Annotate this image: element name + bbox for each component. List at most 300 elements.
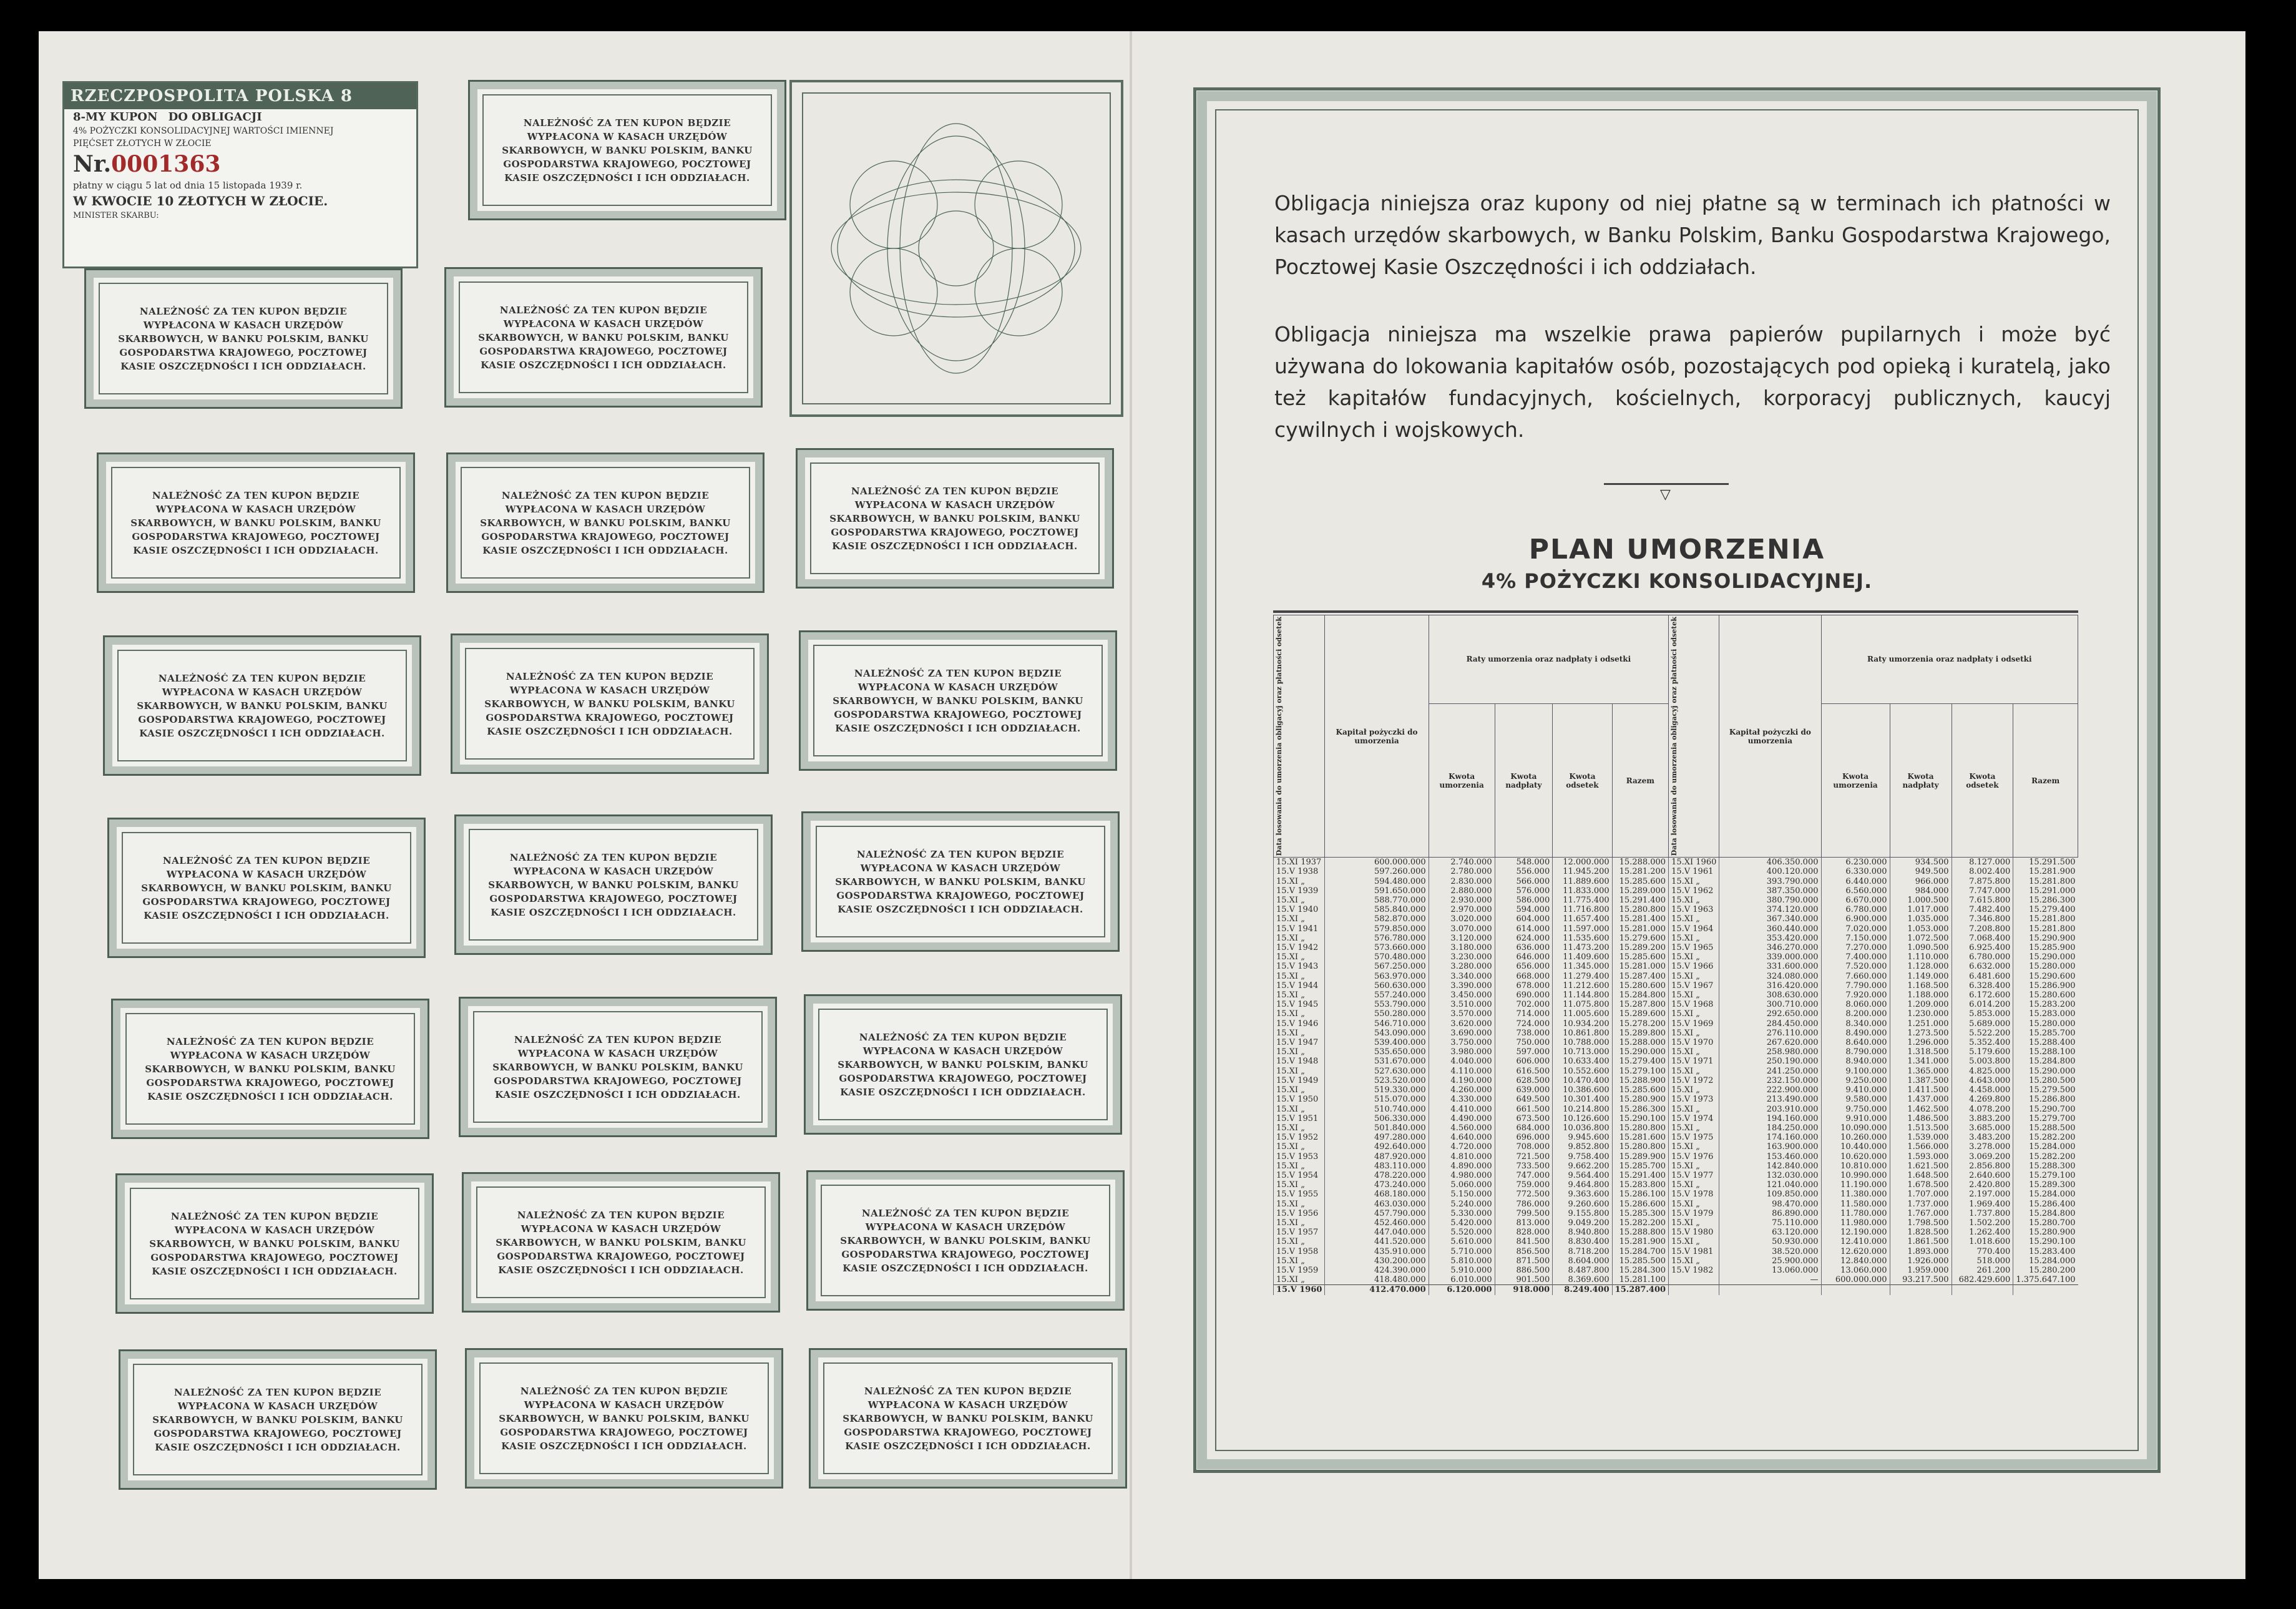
value-cell: 1.072.500 — [1890, 934, 1952, 943]
value-cell: 7.150.000 — [1821, 934, 1890, 943]
value-cell: 9.464.800 — [1553, 1180, 1612, 1190]
value-cell: 15.290.900 — [2013, 934, 2078, 943]
value-cell — [1821, 1285, 1890, 1295]
date-cell — [1669, 1275, 1719, 1285]
value-cell: 1.648.500 — [1890, 1171, 1952, 1180]
value-cell: 567.250.000 — [1325, 962, 1429, 971]
table-row — [1274, 1247, 2078, 1256]
table-row — [1274, 1095, 2078, 1104]
value-cell: 673.500 — [1495, 1114, 1553, 1123]
stub-line2: 4% POŻYCZKI KONSOLIDACYJNEJ WARTOŚCI IMIENNEJ — [73, 126, 334, 136]
value-cell: 10.934.200 — [1553, 1019, 1612, 1029]
value-cell: 684.000 — [1495, 1123, 1553, 1133]
value-cell: 1.767.000 — [1890, 1209, 1952, 1218]
date-cell: 15.V 1940 — [1274, 905, 1325, 914]
coupon-text: NALEŻNOŚĆ ZA TEN KUPON BĘDZIE WYPŁACONA W KASACH URZĘDÓW SKARBOWYCH, W BANKU POLSKIM, BANKU GOSPODARSTWA KRAJOWEGO, POCZTOWEJ KASIE OSZCZĘDNOŚCI I ICH ODDZIAŁACH. — [810, 462, 1100, 574]
value-cell: 261.200 — [1952, 1266, 2013, 1275]
value-cell: 799.500 — [1495, 1209, 1553, 1218]
value-cell: 15.286.400 — [2013, 1200, 2078, 1209]
table-row — [1274, 1142, 2078, 1152]
value-cell: 15.290.000 — [2013, 1067, 2078, 1076]
value-cell: 1.090.500 — [1890, 943, 1952, 952]
value-cell: 696.000 — [1495, 1133, 1553, 1142]
table-row — [1274, 905, 2078, 914]
value-cell: 15.285.500 — [1612, 1256, 1668, 1266]
value-cell: 406.350.000 — [1719, 858, 1821, 868]
value-cell: 543.090.000 — [1325, 1029, 1429, 1038]
value-cell: 15.281.000 — [1612, 924, 1668, 934]
guilloche-rosette-icon — [789, 80, 1123, 417]
value-cell: 597.000 — [1495, 1047, 1553, 1057]
table-row — [1274, 877, 2078, 886]
coupon-text: NALEŻNOŚĆ ZA TEN KUPON BĘDZIE WYPŁACONA W KASACH URZĘDÓW SKARBOWYCH, W BANKU POLSKIM, BANKU GOSPODARSTWA KRAJOWEGO, POCZTOWEJ KASIE OSZCZĘDNOŚCI I ICH ODDZIAŁACH. — [482, 94, 772, 206]
value-cell: 387.350.000 — [1719, 886, 1821, 896]
date-cell: 15.XI „ — [1274, 896, 1325, 905]
value-cell: 1.566.000 — [1890, 1142, 1952, 1152]
value-cell: 86.890.000 — [1719, 1209, 1821, 1218]
date-cell: 15.XI „ — [1274, 1047, 1325, 1057]
value-cell: 871.500 — [1495, 1256, 1553, 1266]
table-row — [1274, 1133, 2078, 1142]
coupon-text: NALEŻNOŚĆ ZA TEN KUPON BĘDZIE WYPŁACONA W KASACH URZĘDÓW SKARBOWYCH, W BANKU POLSKIM, BANKU GOSPODARSTWA KRAJOWEGO, POCZTOWEJ KASIE OSZCZĘDNOŚCI I ICH ODDZIAŁACH. — [99, 283, 388, 394]
value-cell: 518.000 — [1952, 1256, 2013, 1266]
value-cell: 682.429.600 — [1952, 1275, 2013, 1285]
value-cell: 5.240.000 — [1429, 1200, 1495, 1209]
value-cell: 3.450.000 — [1429, 990, 1495, 1000]
date-cell: 15.XI „ — [1669, 896, 1719, 905]
value-cell: 15.284.800 — [2013, 1057, 2078, 1066]
value-cell: 222.900.000 — [1719, 1085, 1821, 1095]
date-cell: 15.XI „ — [1274, 877, 1325, 886]
table-row — [1274, 1029, 2078, 1038]
value-cell: 15.288.100 — [2013, 1047, 2078, 1057]
value-cell: 11.144.800 — [1553, 990, 1612, 1000]
value-cell: 649.500 — [1495, 1095, 1553, 1104]
value-cell: 3.120.000 — [1429, 934, 1495, 943]
value-cell: 738.000 — [1495, 1029, 1553, 1038]
value-cell: 267.620.000 — [1719, 1038, 1821, 1047]
value-cell: 12.840.000 — [1821, 1256, 1890, 1266]
value-cell: 15.281.100 — [1612, 1275, 1668, 1285]
date-cell: 15.XI „ — [1669, 990, 1719, 1000]
value-cell: 7.790.000 — [1821, 981, 1890, 990]
value-cell: 38.520.000 — [1719, 1247, 1821, 1256]
date-cell: 15.V 1960 — [1274, 1285, 1325, 1295]
value-cell: 9.758.400 — [1553, 1152, 1612, 1162]
value-cell: 1.296.000 — [1890, 1038, 1952, 1047]
value-cell: 1.188.000 — [1890, 990, 1952, 1000]
value-cell: 11.580.000 — [1821, 1200, 1890, 1209]
value-cell: 1.018.600 — [1952, 1237, 2013, 1246]
value-cell: 15.281.800 — [2013, 914, 2078, 924]
date-cell: 15.XI „ — [1274, 1218, 1325, 1228]
value-cell: 6.900.000 — [1821, 914, 1890, 924]
value-cell: 4.890.000 — [1429, 1162, 1495, 1171]
value-cell: 934.500 — [1890, 858, 1952, 868]
value-cell: 10.713.000 — [1553, 1047, 1612, 1057]
value-cell: 668.000 — [1495, 972, 1553, 981]
coupon-text: NALEŻNOŚĆ ZA TEN KUPON BĘDZIE WYPŁACONA W KASACH URZĘDÓW SKARBOWYCH, W BANKU POLSKIM, BANKU GOSPODARSTWA KRAJOWEGO, POCZTOWEJ KASIE OSZCZĘDNOŚCI I ICH ODDZIAŁACH. — [821, 1185, 1110, 1296]
date-cell: 15.V 1965 — [1669, 943, 1719, 952]
date-cell: 15.V 1938 — [1274, 867, 1325, 876]
interest-coupon — [451, 633, 769, 774]
date-cell: 15.V 1966 — [1669, 962, 1719, 971]
value-cell: 4.330.000 — [1429, 1095, 1495, 1104]
date-cell: 15.V 1944 — [1274, 981, 1325, 990]
value-cell: 316.420.000 — [1719, 981, 1821, 990]
table-row — [1274, 1152, 2078, 1162]
value-cell: 452.460.000 — [1325, 1218, 1429, 1228]
value-cell: 10.470.400 — [1553, 1076, 1612, 1085]
value-cell: 8.249.400 — [1553, 1285, 1612, 1295]
table-row — [1274, 867, 2078, 876]
value-cell: 6.560.000 — [1821, 886, 1890, 896]
table-top-rule — [1273, 610, 2078, 613]
value-cell: 10.620.000 — [1821, 1152, 1890, 1162]
date-cell: 15.V 1941 — [1274, 924, 1325, 934]
value-cell: 8.640.000 — [1821, 1038, 1890, 1047]
value-cell: 15.286.100 — [1612, 1190, 1668, 1199]
value-cell: 10.214.800 — [1553, 1105, 1612, 1114]
value-cell: 435.910.000 — [1325, 1247, 1429, 1256]
value-cell: 6.925.400 — [1952, 943, 2013, 952]
interest-coupon — [799, 630, 1117, 771]
th-razem-right: Razem — [2013, 703, 2078, 857]
value-cell: 7.875.800 — [1952, 877, 2013, 886]
date-cell: 15.V 1942 — [1274, 943, 1325, 952]
value-cell: 949.500 — [1890, 867, 1952, 876]
value-cell: 9.410.000 — [1821, 1085, 1890, 1095]
value-cell: 6.010.000 — [1429, 1275, 1495, 1285]
table-row — [1274, 1180, 2078, 1190]
date-cell: 15.XI „ — [1274, 1275, 1325, 1285]
coupon-text: NALEŻNOŚĆ ZA TEN KUPON BĘDZIE WYPŁACONA W KASACH URZĘDÓW SKARBOWYCH, W BANKU POLSKIM, BANKU GOSPODARSTWA KRAJOWEGO, POCZTOWEJ KASIE OSZCZĘDNOŚCI I ICH ODDZIAŁACH. — [461, 467, 750, 579]
value-cell: 4.825.000 — [1952, 1067, 2013, 1076]
value-cell: 9.260.600 — [1553, 1200, 1612, 1209]
value-cell: 2.856.800 — [1952, 1162, 2013, 1171]
value-cell: 597.260.000 — [1325, 867, 1429, 876]
value-cell: 8.940.800 — [1553, 1228, 1612, 1237]
value-cell: 15.291.400 — [1612, 896, 1668, 905]
value-cell: 4.078.200 — [1952, 1105, 2013, 1114]
value-cell: 4.810.000 — [1429, 1152, 1495, 1162]
value-cell: 3.230.000 — [1429, 952, 1495, 962]
value-cell: 15.286.800 — [2013, 1095, 2078, 1104]
value-cell: 11.889.600 — [1553, 877, 1612, 886]
value-cell: 6.632.000 — [1952, 962, 2013, 971]
value-cell: 1.387.500 — [1890, 1076, 1952, 1085]
value-cell: 483.110.000 — [1325, 1162, 1429, 1171]
value-cell: 15.289.800 — [1612, 1029, 1668, 1038]
value-cell: 473.240.000 — [1325, 1180, 1429, 1190]
value-cell: 13.060.000 — [1821, 1266, 1890, 1275]
value-cell: 10.990.000 — [1821, 1171, 1890, 1180]
value-cell: 1.513.500 — [1890, 1123, 1952, 1133]
value-cell: 15.287.400 — [1612, 972, 1668, 981]
value-cell: 1.035.000 — [1890, 914, 1952, 924]
value-cell: 1.959.000 — [1890, 1266, 1952, 1275]
value-cell: 594.480.000 — [1325, 877, 1429, 886]
amortization-table — [1273, 615, 2078, 1295]
date-cell: 15.V 1951 — [1274, 1114, 1325, 1123]
value-cell: 13.060.000 — [1719, 1266, 1821, 1275]
value-cell: 184.250.000 — [1719, 1123, 1821, 1133]
value-cell: 4.458.000 — [1952, 1085, 2013, 1095]
date-cell: 15.V 1939 — [1274, 886, 1325, 896]
value-cell: 918.000 — [1495, 1285, 1553, 1295]
value-cell: 7.208.800 — [1952, 924, 2013, 934]
value-cell: 560.630.000 — [1325, 981, 1429, 990]
th-kwota-umorz-left: Kwota umorzenia — [1429, 703, 1495, 857]
divider-mark: ▽ — [1660, 487, 1671, 502]
value-cell: 6.330.000 — [1821, 867, 1890, 876]
table-row — [1274, 858, 2078, 868]
value-cell: 11.279.400 — [1553, 972, 1612, 981]
value-cell: 1.128.000 — [1890, 962, 1952, 971]
value-cell: 380.790.000 — [1719, 896, 1821, 905]
value-cell — [1890, 1285, 1952, 1295]
value-cell: 15.289.300 — [2013, 1180, 2078, 1190]
table-row — [1274, 914, 2078, 924]
value-cell: 9.580.000 — [1821, 1095, 1890, 1104]
stub-number: 0001363 — [111, 151, 221, 177]
date-cell: 15.V 1963 — [1669, 905, 1719, 914]
interest-coupon — [84, 268, 403, 409]
value-cell: 1.437.000 — [1890, 1095, 1952, 1104]
value-cell: 194.160.000 — [1719, 1114, 1821, 1123]
value-cell: 284.450.000 — [1719, 1019, 1821, 1029]
value-cell: 1.251.000 — [1890, 1019, 1952, 1029]
value-cell: 15.280.600 — [1612, 981, 1668, 990]
plan-subtitle: 4% POŻYCZKI KONSOLIDACYJNEJ. — [1481, 569, 1873, 593]
table-row — [1274, 1076, 2078, 1085]
value-cell: 11.780.000 — [1821, 1209, 1890, 1218]
value-cell: 5.710.000 — [1429, 1247, 1495, 1256]
interest-coupon — [806, 1170, 1125, 1311]
value-cell: 360.440.000 — [1719, 924, 1821, 934]
value-cell: 4.190.000 — [1429, 1076, 1495, 1085]
value-cell: 604.000 — [1495, 914, 1553, 924]
value-cell: 3.570.000 — [1429, 1009, 1495, 1019]
value-cell: 203.910.000 — [1719, 1105, 1821, 1114]
value-cell: 1.273.500 — [1890, 1029, 1952, 1038]
value-cell: 3.510.000 — [1429, 1000, 1495, 1009]
value-cell: 15.280.800 — [1612, 905, 1668, 914]
value-cell: 606.000 — [1495, 1057, 1553, 1066]
value-cell — [2013, 1285, 2078, 1295]
value-cell: 770.400 — [1952, 1247, 2013, 1256]
value-cell: 1.678.500 — [1890, 1180, 1952, 1190]
value-cell: 594.000 — [1495, 905, 1553, 914]
value-cell: 6.670.000 — [1821, 896, 1890, 905]
value-cell: 639.000 — [1495, 1085, 1553, 1095]
value-cell: 5.910.000 — [1429, 1266, 1495, 1275]
table-row — [1274, 1038, 2078, 1047]
date-cell: 15.XI „ — [1669, 1200, 1719, 1209]
value-cell: 966.000 — [1890, 877, 1952, 886]
th-kwota-nadplaty-left: Kwota nadpłaty — [1495, 703, 1553, 857]
value-cell: 7.747.000 — [1952, 886, 2013, 896]
value-cell: 5.853.000 — [1952, 1009, 2013, 1019]
th-kwota-odsetek-right: Kwota odsetek — [1952, 703, 2013, 857]
value-cell: 708.000 — [1495, 1142, 1553, 1152]
table-row — [1274, 1209, 2078, 1218]
date-cell: 15.XI 1937 — [1274, 858, 1325, 868]
date-cell: 15.XI „ — [1274, 952, 1325, 962]
value-cell: 15.281.000 — [1612, 962, 1668, 971]
value-cell: 8.200.000 — [1821, 1009, 1890, 1019]
value-cell: 772.500 — [1495, 1190, 1553, 1199]
stub-line6: MINISTER SKARBU: — [73, 211, 159, 220]
value-cell: 1.017.000 — [1890, 905, 1952, 914]
value-cell: 678.000 — [1495, 981, 1553, 990]
stub-line3: PIĘĆSET ZŁOTYCH W ZŁOCIE — [73, 139, 212, 149]
value-cell: 308.630.000 — [1719, 990, 1821, 1000]
value-cell: 1.365.000 — [1890, 1067, 1952, 1076]
date-cell: 15.V 1943 — [1274, 962, 1325, 971]
value-cell: 10.440.000 — [1821, 1142, 1890, 1152]
date-cell: 15.V 1977 — [1669, 1171, 1719, 1180]
value-cell: 5.420.000 — [1429, 1218, 1495, 1228]
value-cell: 11.345.000 — [1553, 962, 1612, 971]
th-date-right: Data losowania do umorzenia obligacyj oraz płatności odsetek — [1670, 617, 1679, 856]
value-cell: 4.110.000 — [1429, 1067, 1495, 1076]
date-cell: 15.V 1971 — [1669, 1057, 1719, 1066]
interest-coupon — [103, 635, 421, 776]
table-row — [1274, 1218, 2078, 1228]
value-cell: 3.180.000 — [1429, 943, 1495, 952]
date-cell: 15.XI „ — [1669, 934, 1719, 943]
value-cell: 15.288.900 — [1612, 1076, 1668, 1085]
value-cell: 531.670.000 — [1325, 1057, 1429, 1066]
value-cell: 1.318.500 — [1890, 1047, 1952, 1057]
th-capital-right: Kapitał pożyczki do umorzenia — [1719, 615, 1821, 858]
value-cell: 856.500 — [1495, 1247, 1553, 1256]
value-cell: 656.000 — [1495, 962, 1553, 971]
table-row — [1274, 1047, 2078, 1057]
date-cell: 15.XI „ — [1669, 1029, 1719, 1038]
value-cell: 1.737.000 — [1890, 1200, 1952, 1209]
value-cell: 5.060.000 — [1429, 1180, 1495, 1190]
coupon-text: NALEŻNOŚĆ ZA TEN KUPON BĘDZIE WYPŁACONA W KASACH URZĘDÓW SKARBOWYCH, W BANKU POLSKIM, BANKU GOSPODARSTWA KRAJOWEGO, POCZTOWEJ KASIE OSZCZĘDNOŚCI I ICH ODDZIAŁACH. — [117, 650, 407, 761]
date-cell: 15.V 1949 — [1274, 1076, 1325, 1085]
value-cell: 400.120.000 — [1719, 867, 1821, 876]
table-row — [1274, 1085, 2078, 1095]
value-cell: 50.930.000 — [1719, 1237, 1821, 1246]
value-cell: 15.291.400 — [1612, 1171, 1668, 1180]
value-cell: 3.070.000 — [1429, 924, 1495, 934]
value-cell: 15.280.800 — [1612, 1123, 1668, 1133]
date-cell: 15.XI „ — [1669, 1105, 1719, 1114]
coupon-text: NALEŻNOŚĆ ZA TEN KUPON BĘDZIE WYPŁACONA W KASACH URZĘDÓW SKARBOWYCH, W BANKU POLSKIM, BANKU GOSPODARSTWA KRAJOWEGO, POCZTOWEJ KASIE OSZCZĘDNOŚCI I ICH ODDZIAŁACH. — [479, 1362, 769, 1474]
value-cell: 6.014.200 — [1952, 1000, 2013, 1009]
value-cell: 15.289.900 — [1612, 1152, 1668, 1162]
value-cell: 4.410.000 — [1429, 1105, 1495, 1114]
table-row — [1274, 1275, 2078, 1285]
value-cell: 3.685.000 — [1952, 1123, 2013, 1133]
date-cell: 15.V 1964 — [1669, 924, 1719, 934]
value-cell: 232.150.000 — [1719, 1076, 1821, 1085]
date-cell: 15.XI „ — [1274, 1085, 1325, 1095]
date-cell: 15.XI „ — [1669, 1009, 1719, 1019]
coupon-text: NALEŻNOŚĆ ZA TEN KUPON BĘDZIE WYPŁACONA W KASACH URZĘDÓW SKARBOWYCH, W BANKU POLSKIM, BANKU GOSPODARSTWA KRAJOWEGO, POCZTOWEJ KASIE OSZCZĘDNOŚCI I ICH ODDZIAŁACH. — [816, 826, 1105, 937]
value-cell: 8.060.000 — [1821, 1000, 1890, 1009]
value-cell: 4.260.000 — [1429, 1085, 1495, 1095]
table-row — [1274, 934, 2078, 943]
value-cell: 4.490.000 — [1429, 1114, 1495, 1123]
table-row — [1274, 1256, 2078, 1266]
value-cell: 582.870.000 — [1325, 914, 1429, 924]
value-cell: 418.480.000 — [1325, 1275, 1429, 1285]
value-cell: 93.217.500 — [1890, 1275, 1952, 1285]
value-cell: 576.780.000 — [1325, 934, 1429, 943]
value-cell: 1.000.500 — [1890, 896, 1952, 905]
value-cell: 250.190.000 — [1719, 1057, 1821, 1066]
value-cell: 563.970.000 — [1325, 972, 1429, 981]
value-cell: 3.750.000 — [1429, 1038, 1495, 1047]
value-cell: 10.036.800 — [1553, 1123, 1612, 1133]
date-cell: 15.V 1950 — [1274, 1095, 1325, 1104]
date-cell: 15.XI „ — [1274, 914, 1325, 924]
value-cell: 492.640.000 — [1325, 1142, 1429, 1152]
value-cell: 721.500 — [1495, 1152, 1553, 1162]
date-cell: 15.V 1947 — [1274, 1038, 1325, 1047]
value-cell: 15.290.000 — [1612, 1047, 1668, 1057]
value-cell: 393.790.000 — [1719, 877, 1821, 886]
value-cell: 1.486.500 — [1890, 1114, 1952, 1123]
table-row — [1274, 1000, 2078, 1009]
coupon-text: NALEŻNOŚĆ ZA TEN KUPON BĘDZIE WYPŁACONA W KASACH URZĘDÓW SKARBOWYCH, W BANKU POLSKIM, BANKU GOSPODARSTWA KRAJOWEGO, POCZTOWEJ KASIE OSZCZĘDNOŚCI I ICH ODDZIAŁACH. — [133, 1364, 423, 1475]
value-cell: 636.000 — [1495, 943, 1553, 952]
value-cell: 3.280.000 — [1429, 962, 1495, 971]
date-cell: 15.V 1968 — [1669, 1000, 1719, 1009]
value-cell: 3.620.000 — [1429, 1019, 1495, 1029]
value-cell: 15.280.500 — [2013, 1076, 2078, 1085]
value-cell: 984.000 — [1890, 886, 1952, 896]
th-kwota-odsetek-left: Kwota odsetek — [1553, 703, 1612, 857]
date-cell: 15.XI „ — [1274, 1142, 1325, 1152]
value-cell: 63.120.000 — [1719, 1228, 1821, 1237]
value-cell: 2.830.000 — [1429, 877, 1495, 886]
date-cell: 15.XI „ — [1669, 1180, 1719, 1190]
value-cell: 9.662.200 — [1553, 1162, 1612, 1171]
value-cell: 1.969.400 — [1952, 1200, 2013, 1209]
value-cell: 15.288.400 — [2013, 1038, 2078, 1047]
value-cell: 15.284.300 — [1612, 1266, 1668, 1275]
date-cell: 15.V 1972 — [1669, 1076, 1719, 1085]
value-cell: 7.660.000 — [1821, 972, 1890, 981]
value-cell: 2.420.800 — [1952, 1180, 2013, 1190]
value-cell: 7.615.800 — [1952, 896, 2013, 905]
terms-paragraph-2: Obligacja niniejsza ma wszelkie prawa papierów pupilarnych i może być używana do lokowania kapitałów osób, pozostających pod opieką i kuratelą, jako też kapitałów fundacyjnych, kościelnych, korporacyj publicznych, kaucyj cywilnych i wojskowych. — [1274, 322, 2111, 442]
value-cell: 241.250.000 — [1719, 1067, 1821, 1076]
table-row — [1274, 981, 2078, 990]
value-cell: 8.002.400 — [1952, 867, 2013, 876]
date-cell: 15.V 1953 — [1274, 1152, 1325, 1162]
date-cell: 15.XI 1960 — [1669, 858, 1719, 868]
value-cell: 15.281.800 — [2013, 924, 2078, 934]
value-cell: 11.380.000 — [1821, 1190, 1890, 1199]
value-cell: 8.127.000 — [1952, 858, 2013, 868]
value-cell: 579.850.000 — [1325, 924, 1429, 934]
value-cell: 4.269.800 — [1952, 1095, 2013, 1104]
value-cell: 786.000 — [1495, 1200, 1553, 1209]
value-cell: 374.120.000 — [1719, 905, 1821, 914]
value-cell: 1.926.000 — [1890, 1256, 1952, 1266]
value-cell: 901.500 — [1495, 1275, 1553, 1285]
value-cell: 510.740.000 — [1325, 1105, 1429, 1114]
value-cell: 2.197.000 — [1952, 1190, 2013, 1199]
